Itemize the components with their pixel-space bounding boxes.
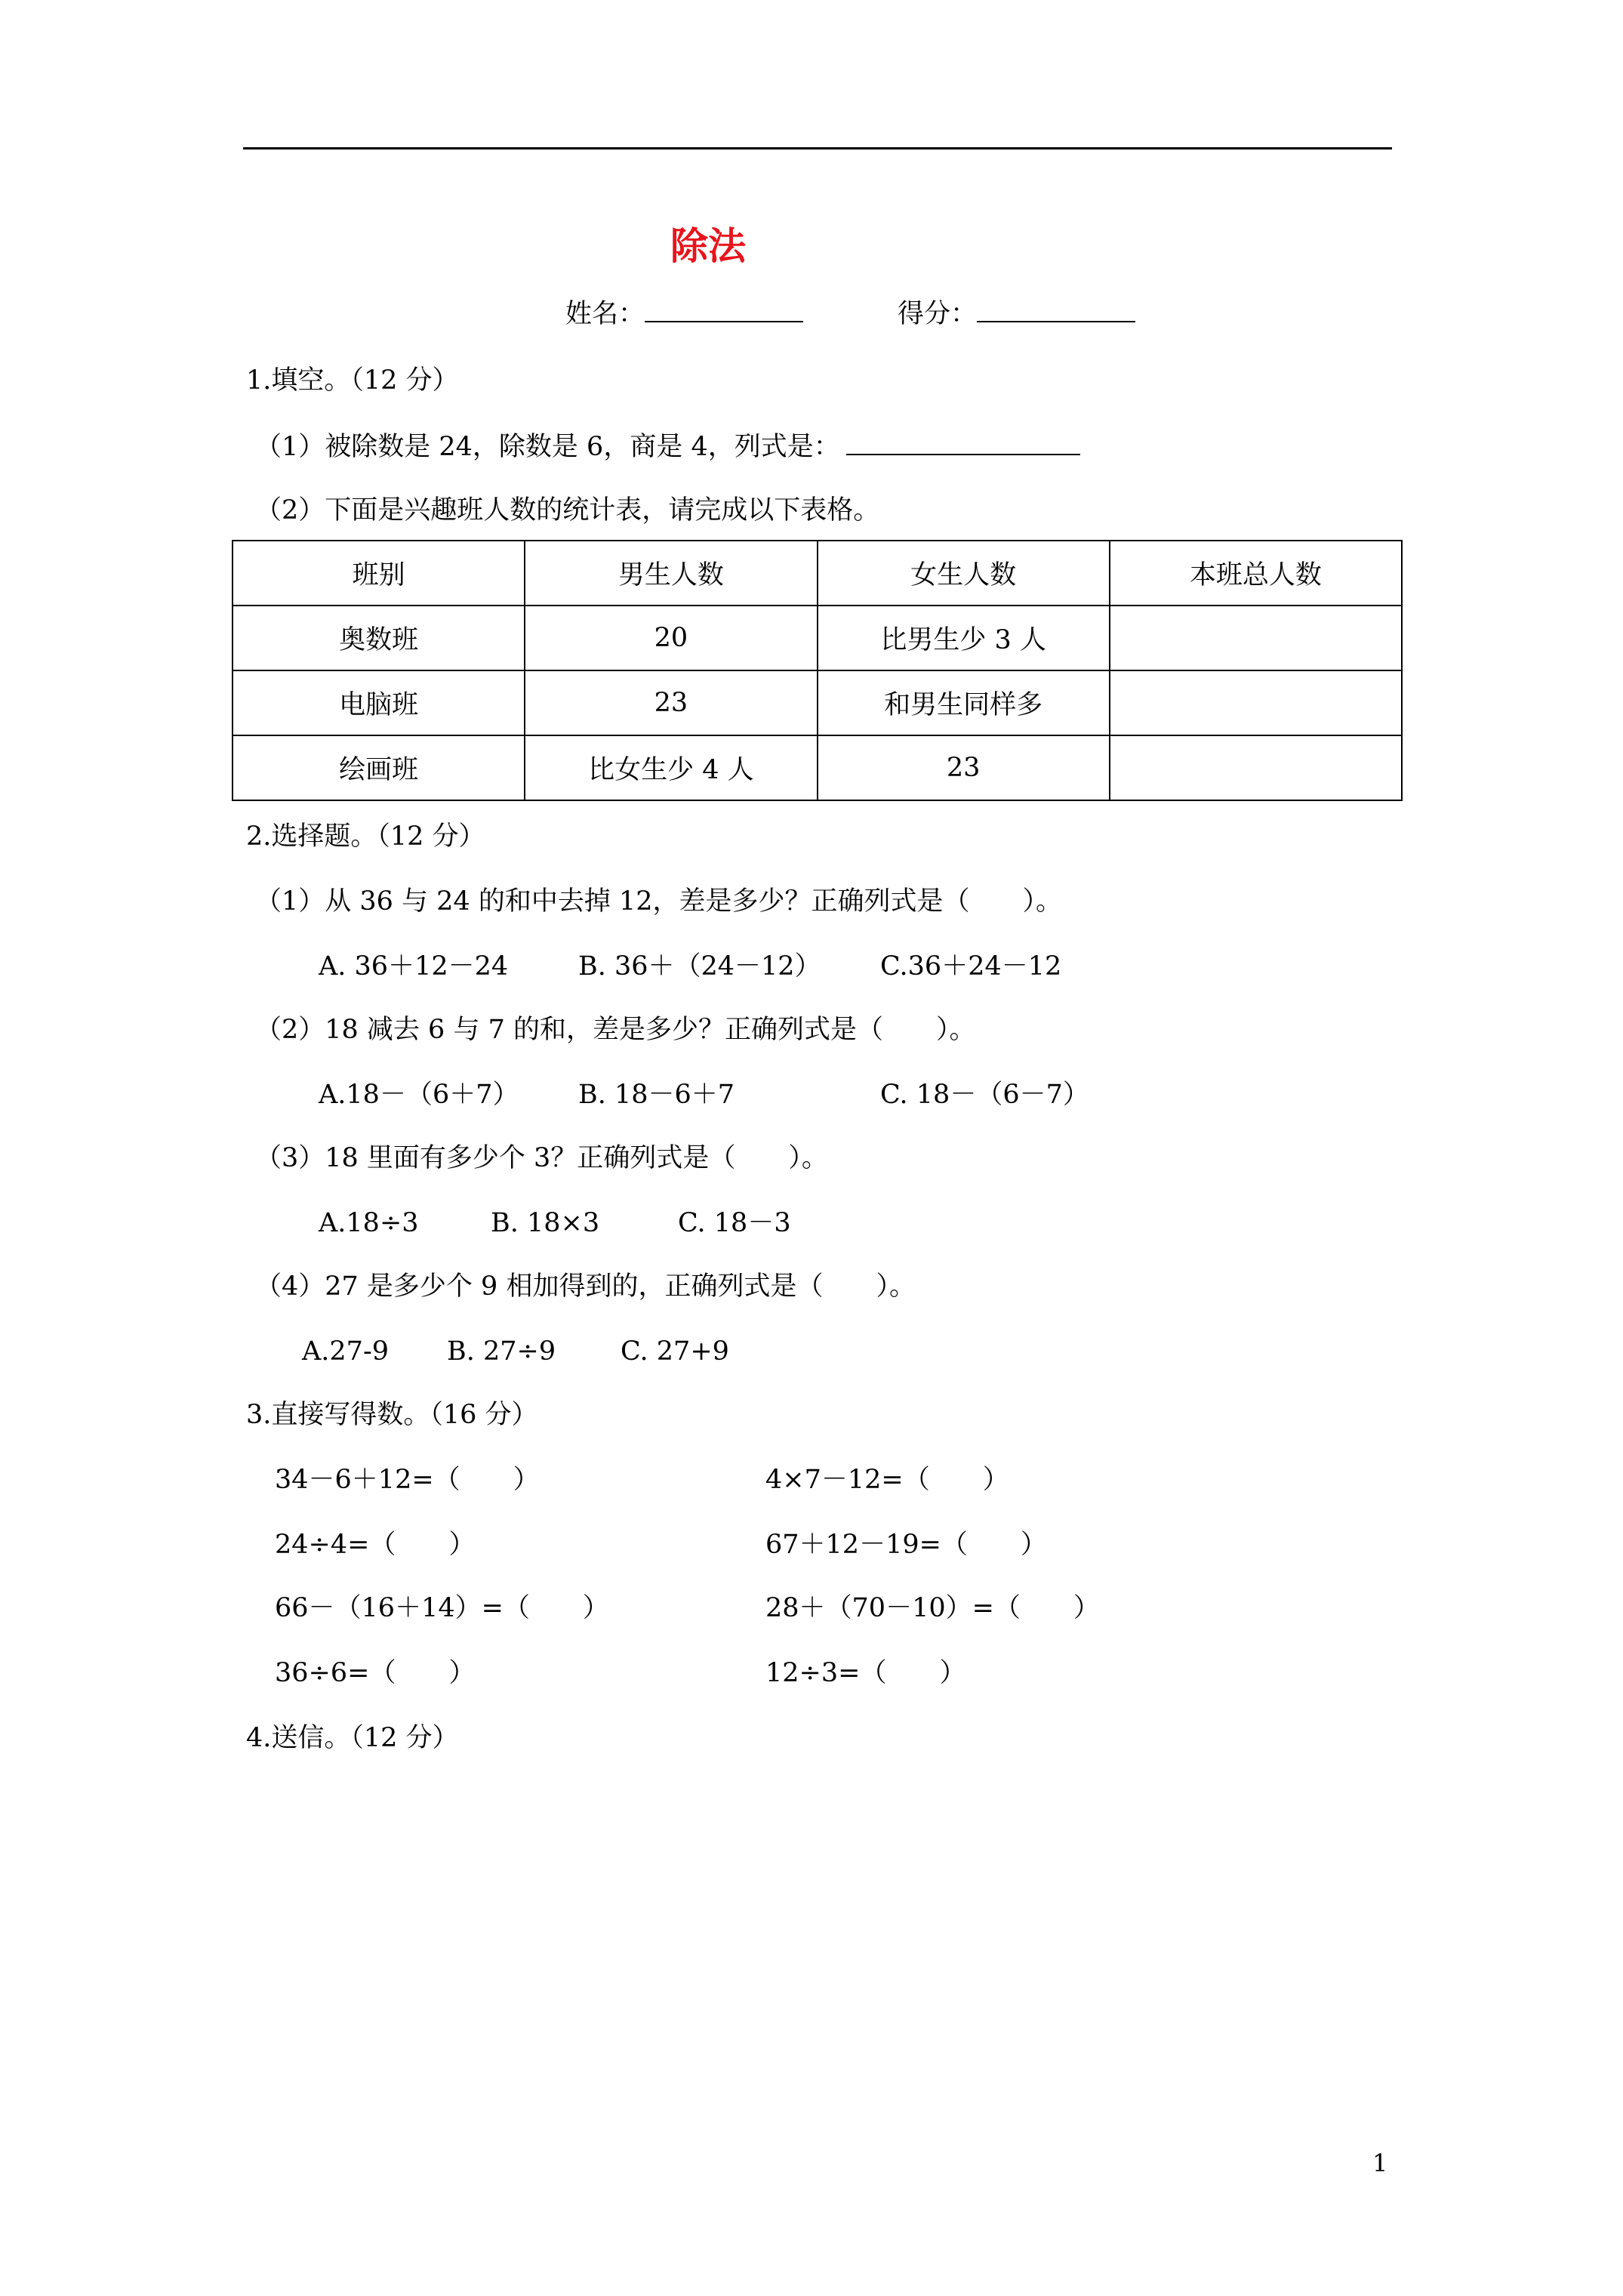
calc-item[interactable]: 12÷3=（ ） <box>765 1658 966 1688</box>
section2-q4: （4）27 是多少个 9 相加得到的，正确列式是（ ）。 <box>255 1271 916 1302</box>
option[interactable]: C. 18－（6－7） <box>880 1080 1089 1110</box>
option[interactable]: B. 18×3 <box>491 1208 600 1238</box>
calc-item[interactable]: 34－6＋12=（ ） <box>275 1465 540 1495</box>
table-cell: 比女生少 4 人 <box>525 735 817 800</box>
section1-q2: （2）下面是兴趣班人数的统计表，请完成以下表格。 <box>255 495 880 525</box>
header-cell: 本班总人数 <box>1110 541 1402 606</box>
name-field <box>565 297 803 331</box>
page-number: 1 <box>1372 2149 1388 2177</box>
section2-heading: 2.选择题。（12 分） <box>246 821 485 852</box>
section1-q1 <box>255 430 1080 464</box>
section2-q3: （3）18 里面有多少个 3？正确列式是（ ）。 <box>255 1143 828 1173</box>
table-cell: 23 <box>818 735 1110 800</box>
table-row <box>233 735 1402 800</box>
header-cell: 女生人数 <box>818 541 1110 606</box>
table-cell: 电脑班 <box>233 670 525 735</box>
score-blank[interactable] <box>977 298 1135 322</box>
option[interactable]: A.18－（6＋7） <box>319 1080 519 1110</box>
table-cell: 20 <box>525 606 817 670</box>
calc-item[interactable]: 28＋（70－10）=（ ） <box>765 1593 1100 1623</box>
header-cell: 班别 <box>233 541 525 606</box>
table-cell: 和男生同样多 <box>818 670 1110 735</box>
calc-item[interactable]: 66－（16＋14）=（ ） <box>275 1593 609 1623</box>
calc-item[interactable]: 4×7－12=（ ） <box>765 1465 1009 1495</box>
worksheet-title: 除法 <box>670 223 746 268</box>
section3-heading: 3.直接写得数。（16 分） <box>246 1400 538 1430</box>
table-cell: 比男生少 3 人 <box>818 606 1110 670</box>
name-blank[interactable] <box>645 298 803 322</box>
option[interactable]: B. 36＋（24－12） <box>578 951 821 982</box>
answer-cell[interactable] <box>1110 735 1402 800</box>
section2-q2: （2）18 减去 6 与 7 的和，差是多少？正确列式是（ ）。 <box>255 1015 976 1045</box>
table-cell: 奥数班 <box>233 606 525 670</box>
answer-cell[interactable] <box>1110 606 1402 670</box>
section1-heading: 1.填空。（12 分） <box>246 365 459 396</box>
header-cell: 男生人数 <box>525 541 817 606</box>
section2-q1: （1）从 36 与 24 的和中去掉 12，差是多少？正确列式是（ ）。 <box>255 886 1063 917</box>
option[interactable]: C. 18－3 <box>678 1208 791 1238</box>
section1-q1-text: （1）被除数是 24，除数是 6，商是 4，列式是： <box>255 432 840 462</box>
option[interactable]: A.18÷3 <box>319 1208 419 1238</box>
option[interactable]: A. 36＋12－24 <box>319 951 509 982</box>
option[interactable]: C.36＋24－12 <box>880 951 1062 982</box>
table-header-row <box>233 541 1402 606</box>
name-label: 姓名： <box>565 299 645 329</box>
table-cell: 绘画班 <box>233 735 525 800</box>
option[interactable]: B. 18－6＋7 <box>578 1080 735 1110</box>
option[interactable]: A.27-9 <box>302 1336 390 1367</box>
score-label: 得分： <box>898 299 978 329</box>
header-rule <box>243 147 1392 149</box>
answer-cell[interactable] <box>1110 670 1402 735</box>
calc-item[interactable]: 24÷4=（ ） <box>275 1530 476 1560</box>
table-cell: 23 <box>525 670 817 735</box>
calc-item[interactable]: 36÷6=（ ） <box>275 1658 476 1688</box>
option[interactable]: B. 27÷9 <box>447 1336 556 1367</box>
section4-heading: 4.送信。（12 分） <box>246 1723 459 1753</box>
table-row <box>233 606 1402 670</box>
score-field <box>898 297 1135 331</box>
stats-table <box>232 540 1403 801</box>
table-row <box>233 670 1402 735</box>
option[interactable]: C. 27+9 <box>621 1336 729 1367</box>
calc-item[interactable]: 67＋12－19=（ ） <box>765 1530 1047 1560</box>
answer-blank[interactable] <box>846 431 1080 455</box>
